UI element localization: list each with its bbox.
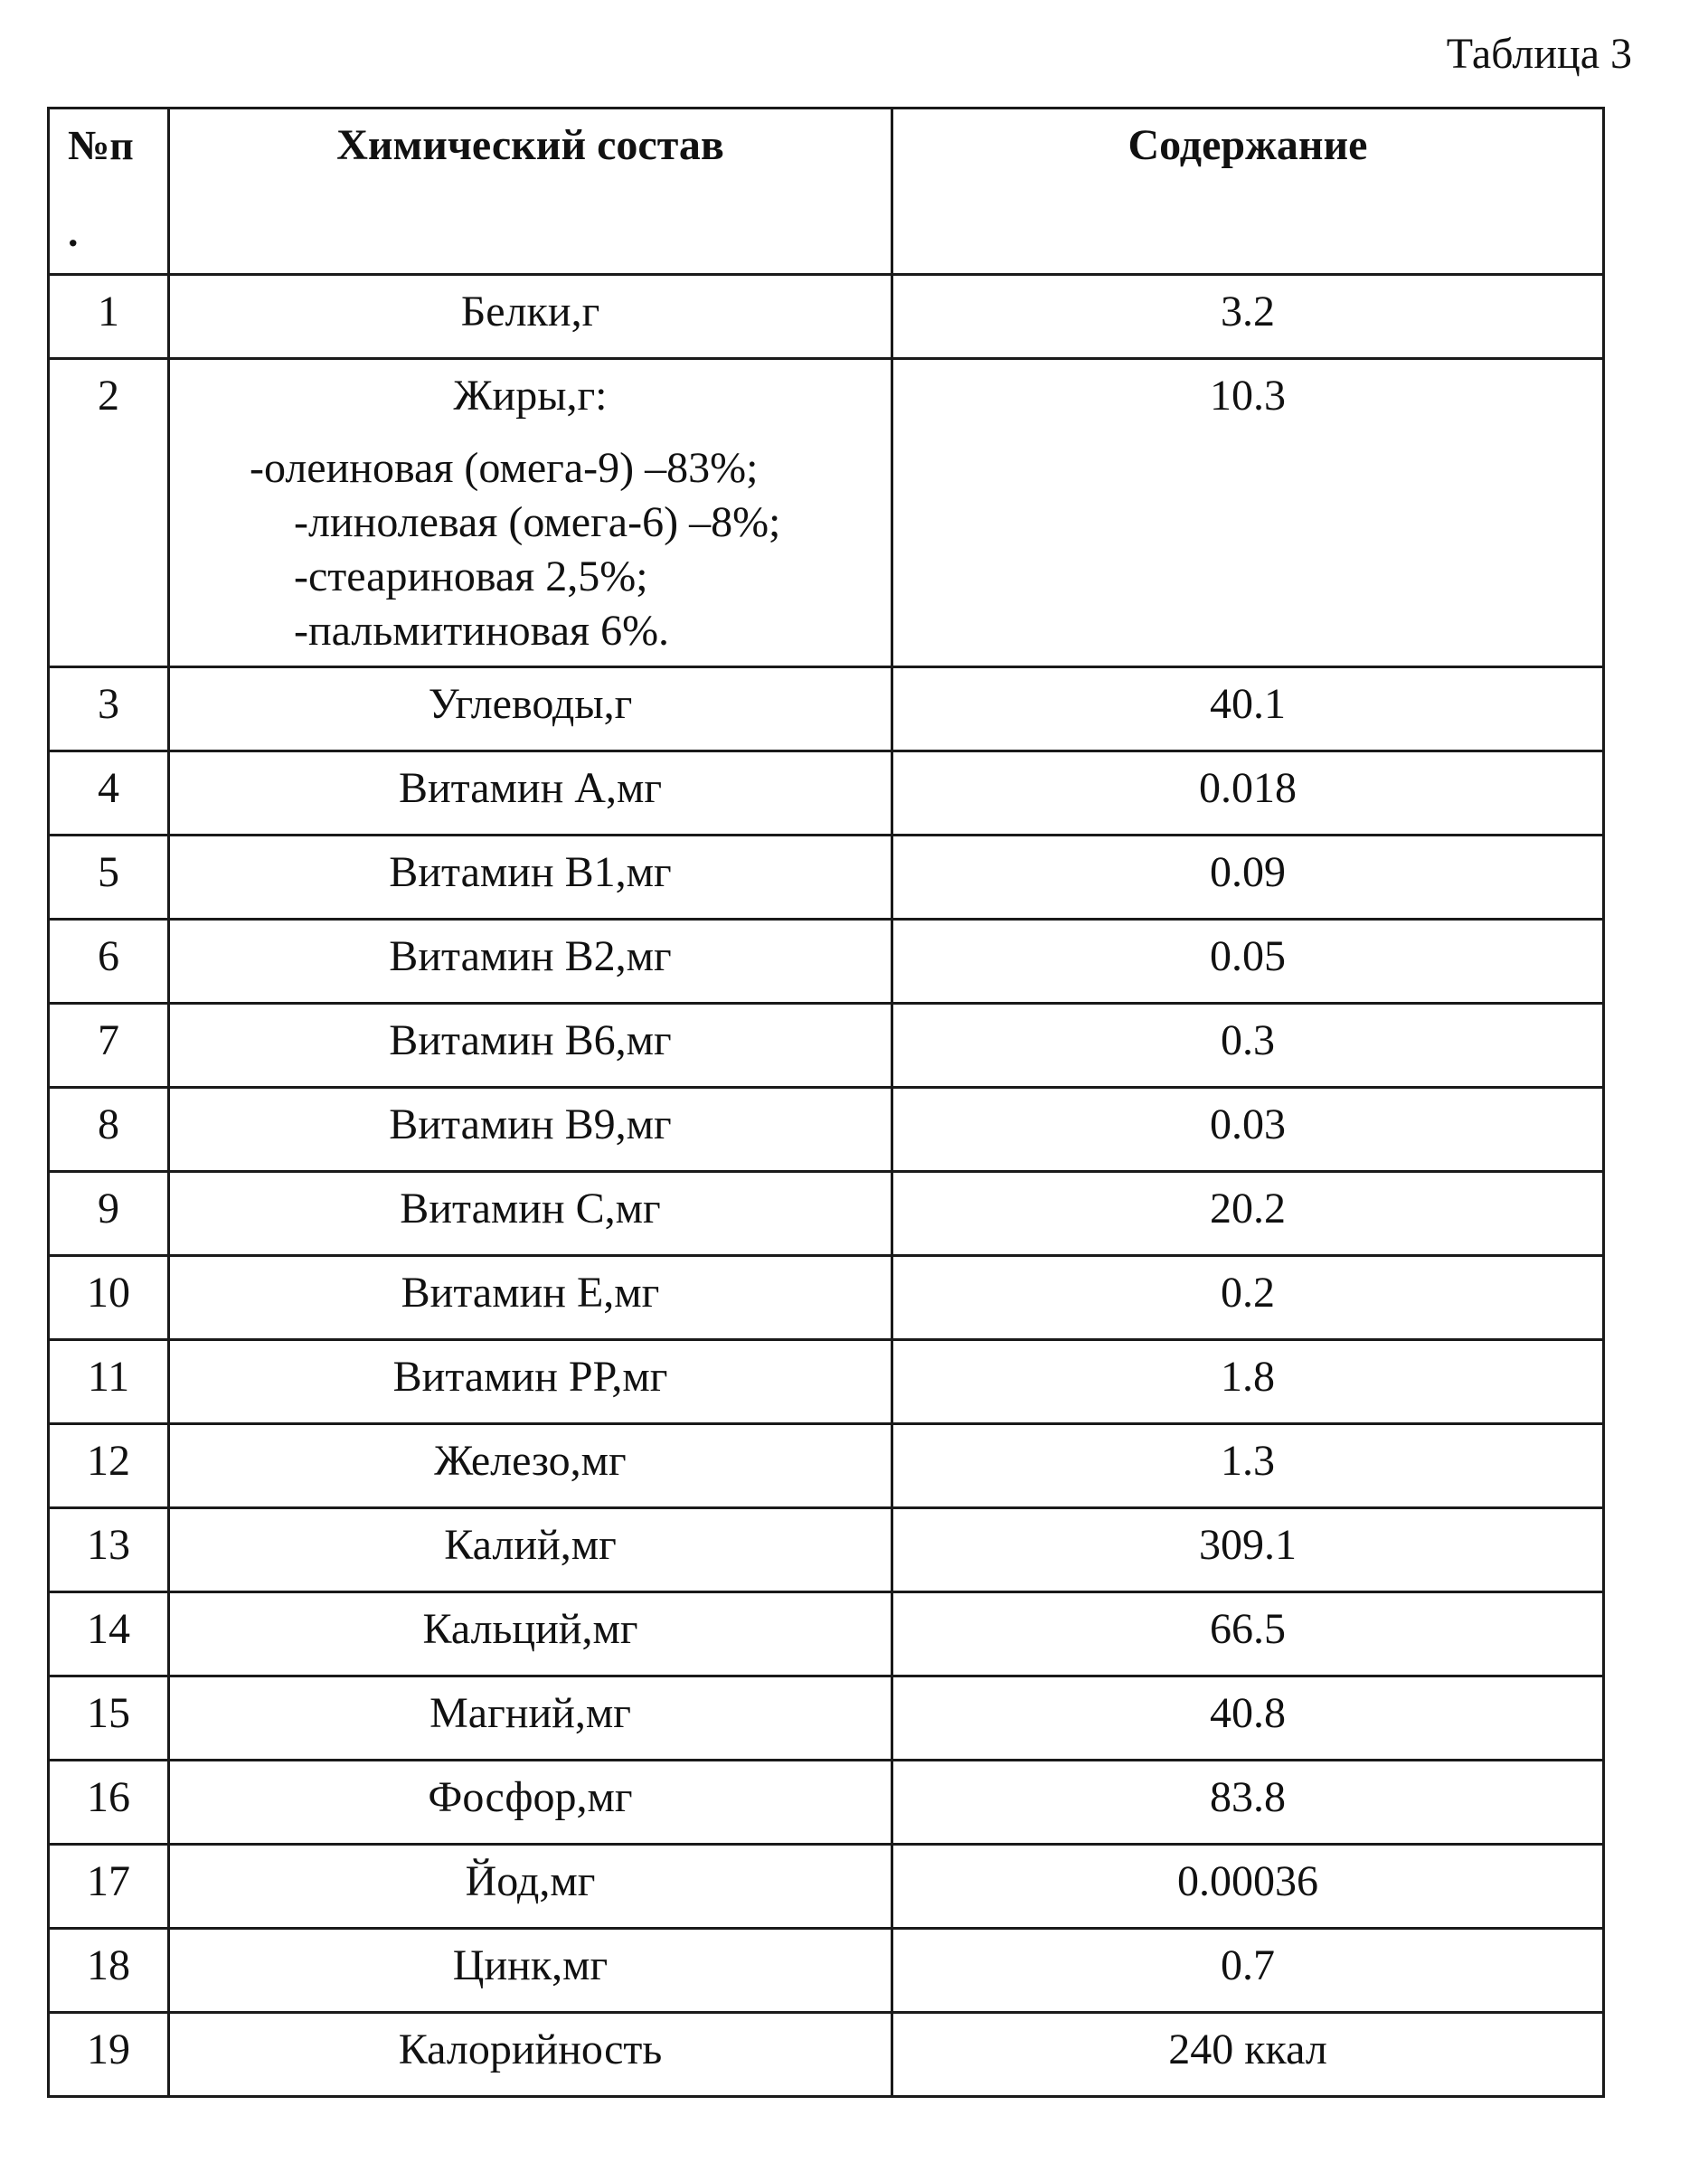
table-row xyxy=(49,1845,1604,1929)
row-number: 12 xyxy=(49,1424,169,1508)
table-caption: Таблица 3 xyxy=(1446,30,1632,78)
fatty-acid-item: -пальмитиновая 6%. xyxy=(294,607,670,655)
row-value: 0.2 xyxy=(892,1256,1604,1340)
row-number: 1 xyxy=(49,275,169,359)
row-value: 0.3 xyxy=(892,1004,1604,1088)
row-value: 83.8 xyxy=(892,1761,1604,1845)
table-row xyxy=(49,1172,1604,1256)
table-row xyxy=(49,1761,1604,1845)
row-number: 8 xyxy=(49,1088,169,1172)
row-name: Белки,г xyxy=(169,275,892,359)
table-row xyxy=(49,2013,1604,2097)
row-number: 17 xyxy=(49,1845,169,1929)
row-value: 0.00036 xyxy=(892,1845,1604,1929)
row-name: Витамин А,мг xyxy=(169,751,892,836)
row-name: Витамин РР,мг xyxy=(169,1340,892,1424)
row-number: 19 xyxy=(49,2013,169,2097)
row-value: 3.2 xyxy=(892,275,1604,359)
row-name: Витамин В1,мг xyxy=(169,836,892,920)
header-content: Содержание xyxy=(892,109,1604,275)
row-number: 10 xyxy=(49,1256,169,1340)
row-number: 2 xyxy=(49,359,169,667)
row-value: 0.018 xyxy=(892,751,1604,836)
row-name: Витамин В6,мг xyxy=(169,1004,892,1088)
table-row xyxy=(49,1929,1604,2013)
row-value: 40.8 xyxy=(892,1676,1604,1761)
chemical-composition-table xyxy=(47,107,1605,2098)
table-row xyxy=(49,920,1604,1004)
table-row xyxy=(49,1508,1604,1592)
row-value: 40.1 xyxy=(892,667,1604,751)
row-name: Витамин Е,мг xyxy=(169,1256,892,1340)
row-number: 13 xyxy=(49,1508,169,1592)
row-value: 66.5 xyxy=(892,1592,1604,1676)
fatty-acid-list xyxy=(170,441,891,658)
composition-table-wrapper xyxy=(47,107,1602,2098)
row-number: 15 xyxy=(49,1676,169,1761)
row-name: Фосфор,мг xyxy=(169,1761,892,1845)
row-number: 14 xyxy=(49,1592,169,1676)
row-name: Углеводы,г xyxy=(169,667,892,751)
table-row xyxy=(49,1256,1604,1340)
row-value: 0.09 xyxy=(892,836,1604,920)
table-row xyxy=(49,359,1604,667)
row-name-with-sublist xyxy=(169,359,892,667)
row-name: Йод,мг xyxy=(169,1845,892,1929)
table-row xyxy=(49,1592,1604,1676)
table-header-row xyxy=(49,109,1604,275)
row-name: Цинк,мг xyxy=(169,1929,892,2013)
row-value: 0.7 xyxy=(892,1929,1604,2013)
fatty-acid-item: -линолевая (омега-6) –8%; xyxy=(294,498,781,546)
row-number: 9 xyxy=(49,1172,169,1256)
row-value: 1.3 xyxy=(892,1424,1604,1508)
row-number: 5 xyxy=(49,836,169,920)
row-name: Магний,мг xyxy=(169,1676,892,1761)
row-name: Кальций,мг xyxy=(169,1592,892,1676)
fatty-acid-item: -олеиновая (омега-9) –83%; xyxy=(250,444,759,492)
row-number: 11 xyxy=(49,1340,169,1424)
table-row xyxy=(49,275,1604,359)
row-value: 0.03 xyxy=(892,1088,1604,1172)
row-name: Калий,мг xyxy=(169,1508,892,1592)
row-value: 240 ккал xyxy=(892,2013,1604,2097)
table-row xyxy=(49,751,1604,836)
table-row xyxy=(49,1676,1604,1761)
row-number: 4 xyxy=(49,751,169,836)
row-number: 18 xyxy=(49,1929,169,2013)
row-number: 7 xyxy=(49,1004,169,1088)
row-name: Жиры,г: xyxy=(453,372,608,420)
row-name: Витамин В9,мг xyxy=(169,1088,892,1172)
row-value: 20.2 xyxy=(892,1172,1604,1256)
row-name: Калорийность xyxy=(169,2013,892,2097)
row-value: 309.1 xyxy=(892,1508,1604,1592)
header-number-dot: . xyxy=(68,209,79,255)
table-row xyxy=(49,1004,1604,1088)
header-number xyxy=(49,109,169,275)
row-number: 3 xyxy=(49,667,169,751)
header-composition: Химический состав xyxy=(169,109,892,275)
row-name: Железо,мг xyxy=(169,1424,892,1508)
table-row xyxy=(49,1088,1604,1172)
row-number: 16 xyxy=(49,1761,169,1845)
table-row xyxy=(49,667,1604,751)
fatty-acid-item: -стеариновая 2,5%; xyxy=(294,552,648,600)
table-row xyxy=(49,836,1604,920)
row-number: 6 xyxy=(49,920,169,1004)
row-name: Витамин В2,мг xyxy=(169,920,892,1004)
row-value: 1.8 xyxy=(892,1340,1604,1424)
table-row xyxy=(49,1424,1604,1508)
row-name: Витамин С,мг xyxy=(169,1172,892,1256)
row-value: 10.3 xyxy=(892,359,1604,667)
row-value: 0.05 xyxy=(892,920,1604,1004)
header-number-text: №п xyxy=(68,122,134,168)
table-row xyxy=(49,1340,1604,1424)
